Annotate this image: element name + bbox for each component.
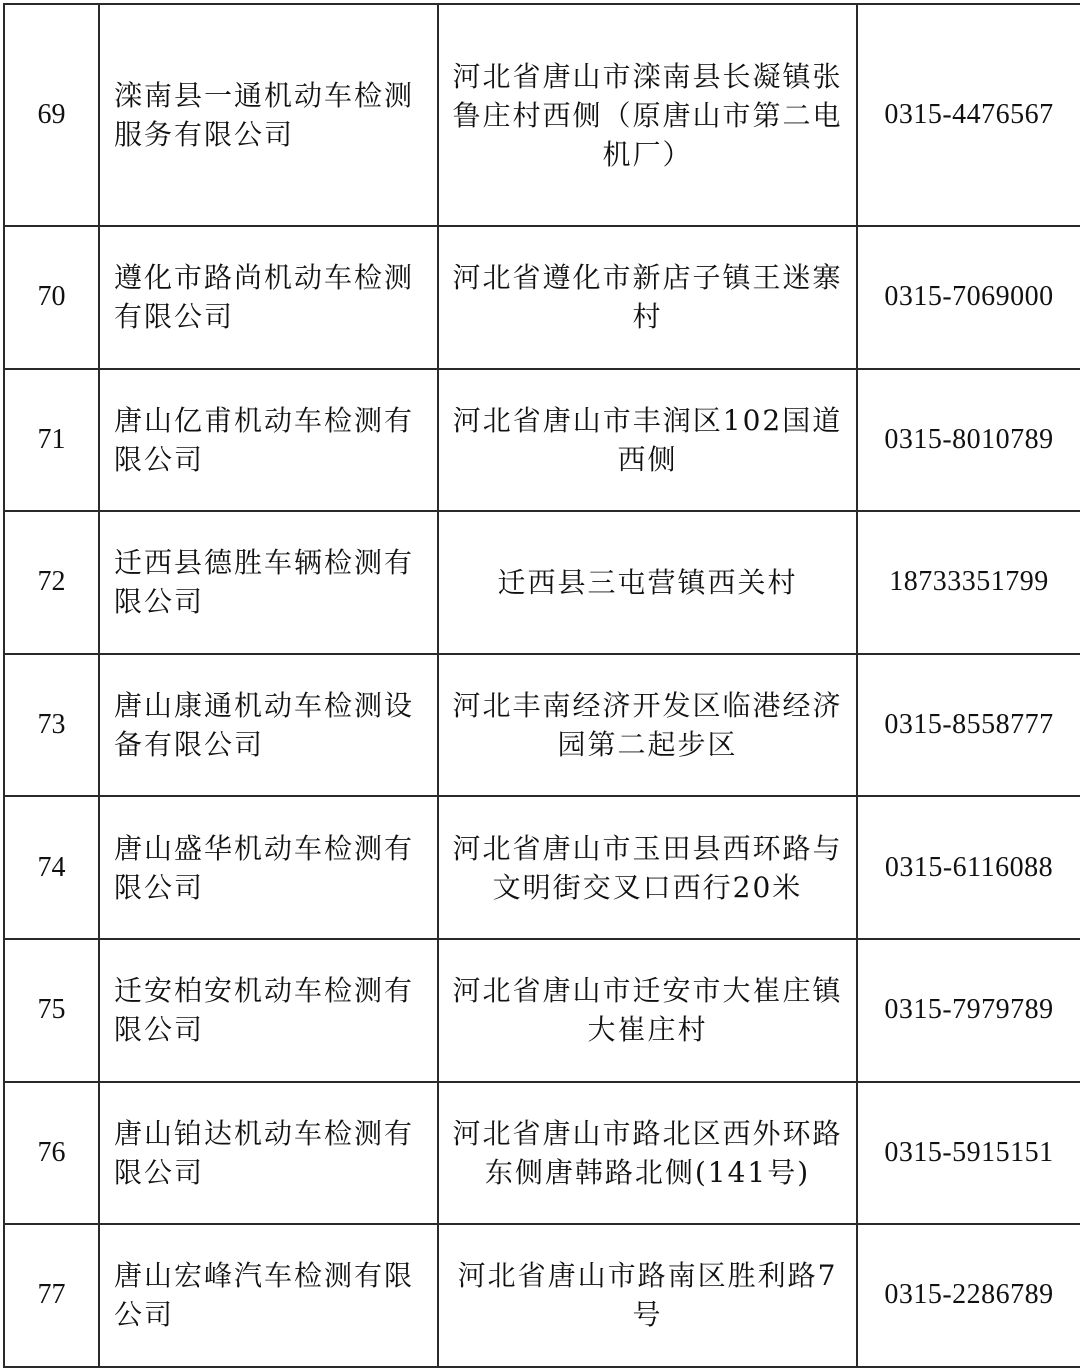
phone-number: 0315-4476567 (857, 4, 1080, 226)
phone-number: 0315-8558777 (857, 654, 1080, 797)
row-number: 77 (4, 1224, 99, 1367)
table-row (4, 226, 1080, 369)
phone-number: 0315-7069000 (857, 226, 1080, 369)
row-number: 70 (4, 226, 99, 369)
company-name: 唐山铂达机动车检测有限公司 (99, 1082, 438, 1225)
row-number: 76 (4, 1082, 99, 1225)
phone-number: 0315-8010789 (857, 369, 1080, 512)
company-address: 迁西县三屯营镇西关村 (438, 511, 857, 654)
company-address: 河北省唐山市迁安市大崔庄镇大崔庄村 (438, 939, 857, 1082)
table-row (4, 4, 1080, 226)
table-row (4, 1082, 1080, 1225)
table-row (4, 511, 1080, 654)
phone-number: 0315-7979789 (857, 939, 1080, 1082)
company-name: 滦南县一通机动车检测服务有限公司 (99, 4, 438, 226)
phone-number: 0315-5915151 (857, 1082, 1080, 1225)
company-address: 河北省遵化市新店子镇王迷寨村 (438, 226, 857, 369)
company-name: 唐山康通机动车检测设备有限公司 (99, 654, 438, 797)
company-address: 河北省唐山市路北区西外环路东侧唐韩路北侧(141号) (438, 1082, 857, 1225)
company-name: 唐山宏峰汽车检测有限公司 (99, 1224, 438, 1367)
company-address: 河北省唐山市滦南县长凝镇张鲁庄村西侧（原唐山市第二电机厂） (438, 4, 857, 226)
table-row (4, 1224, 1080, 1367)
company-address: 河北丰南经济开发区临港经济园第二起步区 (438, 654, 857, 797)
company-address: 河北省唐山市玉田县西环路与文明街交叉口西行20米 (438, 796, 857, 939)
phone-number: 0315-2286789 (857, 1224, 1080, 1367)
company-name: 迁安柏安机动车检测有限公司 (99, 939, 438, 1082)
company-name: 唐山亿甫机动车检测有限公司 (99, 369, 438, 512)
table-row (4, 369, 1080, 512)
phone-number: 0315-6116088 (857, 796, 1080, 939)
row-number: 75 (4, 939, 99, 1082)
company-name: 遵化市路尚机动车检测有限公司 (99, 226, 438, 369)
table-row (4, 654, 1080, 797)
table-row (4, 796, 1080, 939)
table-row (4, 939, 1080, 1082)
company-address: 河北省唐山市路南区胜利路7号 (438, 1224, 857, 1367)
row-number: 74 (4, 796, 99, 939)
company-address: 河北省唐山市丰润区102国道西侧 (438, 369, 857, 512)
row-number: 69 (4, 4, 99, 226)
inspection-station-table (3, 3, 1080, 1368)
row-number: 73 (4, 654, 99, 797)
company-name: 唐山盛华机动车检测有限公司 (99, 796, 438, 939)
phone-number: 18733351799 (857, 511, 1080, 654)
row-number: 71 (4, 369, 99, 512)
company-name: 迁西县德胜车辆检测有限公司 (99, 511, 438, 654)
row-number: 72 (4, 511, 99, 654)
